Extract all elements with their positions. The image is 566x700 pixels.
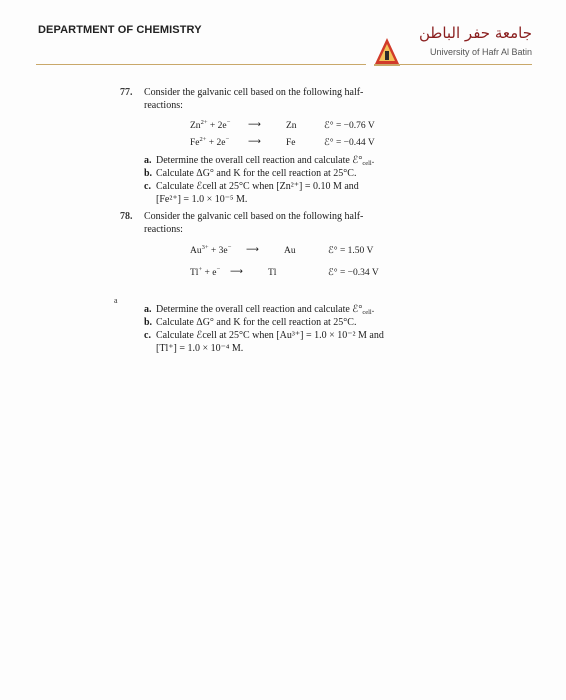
part-text xyxy=(156,303,470,316)
arrow-icon: ⟶ xyxy=(248,137,261,147)
potential-symbol: ℰ° xyxy=(324,121,334,131)
product: Tl xyxy=(268,268,277,278)
part-label: a. xyxy=(144,304,152,315)
problem-number: 78. xyxy=(120,211,133,222)
part-text: Calculate ℰcell at 25°C when [Au³⁺] = 1.0 × 10⁻² M and xyxy=(156,330,384,341)
part-text xyxy=(156,154,470,167)
reactant xyxy=(190,245,231,258)
problem-part-cont xyxy=(144,342,470,355)
part-text-tail: . xyxy=(371,155,375,166)
electron-charge: − xyxy=(225,136,230,143)
potential-value: = −0.34 V xyxy=(339,268,379,278)
species: Au xyxy=(190,246,202,256)
product: Fe xyxy=(286,138,296,148)
indent-spacer xyxy=(144,193,156,206)
problem-part xyxy=(144,316,470,329)
part-text-tail: . xyxy=(371,304,375,315)
problem-part xyxy=(144,329,470,342)
problem-prompt-cont: reactions: xyxy=(144,224,183,235)
university-crest-icon xyxy=(374,37,400,67)
part-label: c. xyxy=(144,330,151,341)
problem-part xyxy=(144,154,470,167)
potential-value: = 1.50 V xyxy=(339,246,374,256)
potential xyxy=(324,137,375,150)
indent-spacer xyxy=(120,99,144,112)
problem-prompt: Consider the galvanic cell based on the following half- xyxy=(144,211,364,222)
charge: + xyxy=(198,266,203,273)
electron-charge: − xyxy=(226,119,231,126)
arrow-icon: ⟶ xyxy=(230,267,243,277)
problem-part-cont xyxy=(144,193,470,206)
header-rule-right xyxy=(398,64,532,65)
problem-set xyxy=(120,86,470,355)
indent-spacer xyxy=(120,223,144,236)
problem-78-heading xyxy=(120,210,470,223)
header-rule-left xyxy=(36,64,366,65)
potential-symbol: ℰ° xyxy=(328,268,338,278)
species: Tl xyxy=(190,268,199,278)
university-name-english: University of Hafr Al Batin xyxy=(429,47,532,57)
subscript: cell xyxy=(362,309,372,316)
department-title: DEPARTMENT OF CHEMISTRY xyxy=(38,24,202,36)
part-label: b. xyxy=(144,317,153,328)
half-reaction xyxy=(120,117,470,134)
potential-symbol: ℰ° xyxy=(328,246,338,256)
electrons: + 2e xyxy=(208,138,226,148)
reactant xyxy=(190,137,229,150)
half-reaction xyxy=(120,264,470,286)
half-reaction xyxy=(120,134,470,151)
problem-part xyxy=(144,303,470,316)
problem-77-heading-cont xyxy=(120,99,470,112)
half-reaction xyxy=(120,242,470,264)
potential-symbol: ℰ° xyxy=(324,138,334,148)
charge: 3+ xyxy=(201,244,209,251)
electrons: + 2e xyxy=(209,121,227,131)
electrons: + e xyxy=(204,268,217,278)
potential-value: = −0.76 V xyxy=(335,121,375,131)
product: Zn xyxy=(286,121,297,131)
part-text: Calculate ΔG° and K for the cell reaction at 25°C. xyxy=(156,317,357,328)
potential-value: = −0.44 V xyxy=(335,138,375,148)
part-label: a. xyxy=(144,155,152,166)
charge: 2+ xyxy=(200,119,208,126)
university-name-arabic: جامعة حفر الباطن xyxy=(418,24,532,42)
electron-charge: − xyxy=(216,266,221,273)
arrow-icon: ⟶ xyxy=(248,120,261,130)
problem-part xyxy=(144,167,470,180)
part-text-cont: [Fe²⁺] = 1.0 × 10⁻⁵ M. xyxy=(156,194,248,205)
problem-77-heading xyxy=(120,86,470,99)
arrow-icon: ⟶ xyxy=(246,245,259,255)
reactant xyxy=(190,120,230,133)
electron-charge: − xyxy=(227,244,232,251)
charge: 2+ xyxy=(199,136,207,143)
electrons: + 3e xyxy=(210,246,228,256)
subscript: cell xyxy=(362,160,372,167)
potential xyxy=(328,267,379,280)
problem-78-heading-cont xyxy=(120,223,470,236)
potential xyxy=(328,245,373,258)
part-text-main: Determine the overall cell reaction and calculate ℰ° xyxy=(156,304,363,315)
margin-mark: a xyxy=(114,296,118,305)
problem-part xyxy=(144,180,470,193)
part-label: b. xyxy=(144,168,153,179)
reactant xyxy=(190,267,220,280)
potential xyxy=(324,120,375,133)
problem-prompt: Consider the galvanic cell based on the following half- xyxy=(144,87,364,98)
species: Zn xyxy=(190,121,201,131)
indent-spacer xyxy=(144,342,156,355)
part-label: c. xyxy=(144,181,151,192)
product: Au xyxy=(284,246,296,256)
problem-number: 77. xyxy=(120,87,133,98)
part-text-cont: [Tl⁺] = 1.0 × 10⁻⁴ M. xyxy=(156,343,244,354)
part-text-main: Determine the overall cell reaction and calculate ℰ° xyxy=(156,155,363,166)
part-text: Calculate ΔG° and K for the cell reaction at 25°C. xyxy=(156,168,357,179)
species: Fe xyxy=(190,138,200,148)
part-text: Calculate ℰcell at 25°C when [Zn²⁺] = 0.10 M and xyxy=(156,181,359,192)
problem-prompt-cont: reactions: xyxy=(144,100,183,111)
spacer xyxy=(120,286,470,303)
